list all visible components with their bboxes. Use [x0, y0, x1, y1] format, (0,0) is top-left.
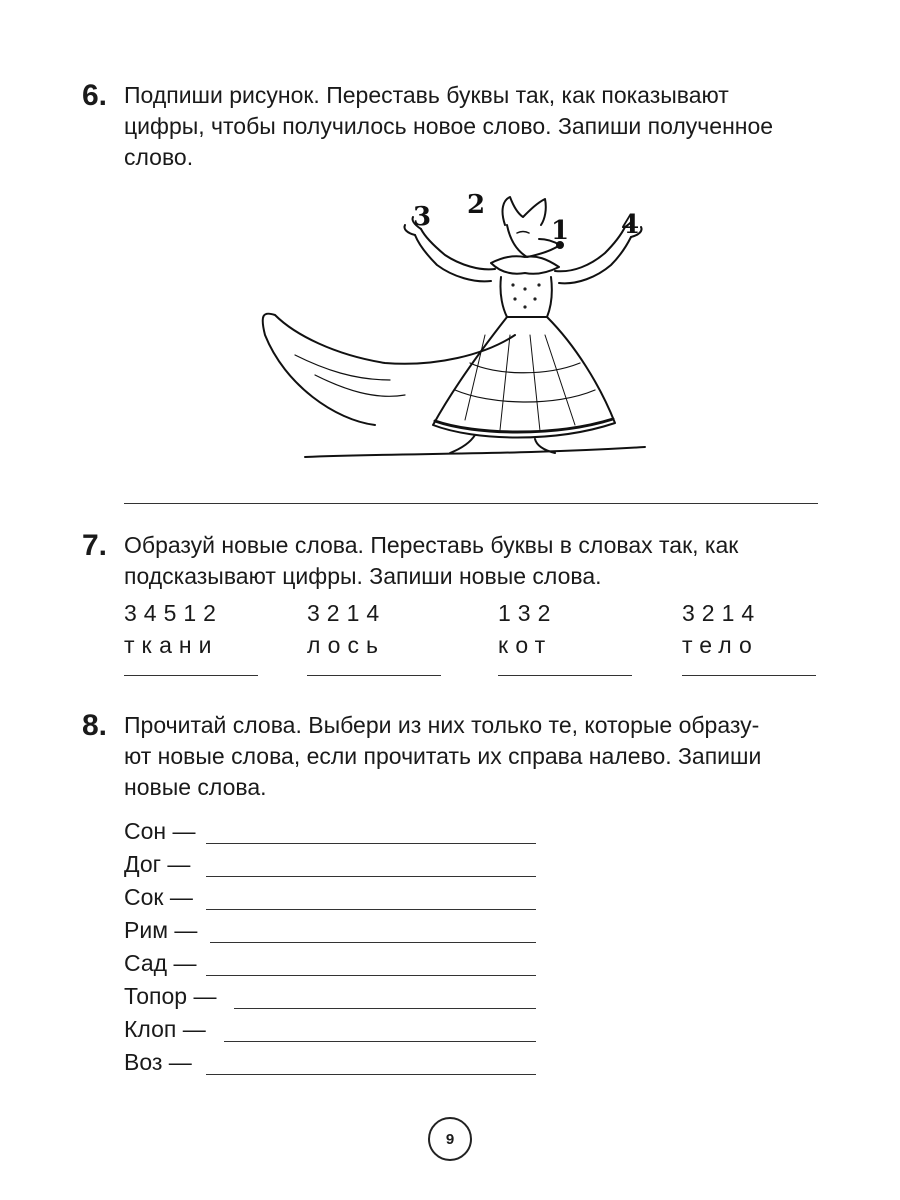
list-item	[124, 815, 216, 848]
answer-line[interactable]	[206, 876, 536, 877]
list-item	[124, 947, 216, 980]
item-digits: 132	[498, 600, 558, 626]
answer-line[interactable]	[206, 1074, 536, 1075]
list-item	[124, 848, 216, 881]
figure-digit: 3	[413, 202, 432, 232]
list-word: Рим —	[124, 917, 198, 943]
item-digits: 34512	[124, 600, 223, 626]
word-item	[124, 597, 264, 676]
word-item	[682, 597, 822, 676]
list-item	[124, 1013, 216, 1046]
list-word: Сок —	[124, 884, 193, 910]
task-text-line: новые слова.	[124, 774, 267, 800]
task-number: 8.	[82, 709, 108, 742]
answer-line[interactable]	[206, 975, 536, 976]
answer-line[interactable]	[206, 909, 536, 910]
list-word: Сад —	[124, 950, 197, 976]
task-number: 7.	[82, 529, 108, 562]
page-number: 9	[428, 1117, 472, 1161]
list-item	[124, 1046, 216, 1079]
figure-digit: 2	[467, 190, 486, 220]
item-word: лось	[307, 632, 385, 658]
list-word: Дог —	[124, 851, 191, 877]
task-text-line: слово.	[124, 144, 194, 170]
task-text-line: ют новые слова, если прочитать их справа налево. Запиши	[124, 743, 762, 769]
word-item	[498, 597, 638, 676]
task-text	[124, 710, 824, 803]
task-text	[124, 80, 824, 173]
item-word: ткани	[124, 632, 219, 658]
answer-line[interactable]	[307, 675, 441, 676]
word-item	[307, 597, 447, 676]
answer-line[interactable]	[206, 843, 536, 844]
list-item	[124, 881, 216, 914]
answer-line[interactable]	[498, 675, 632, 676]
task-number: 6.	[82, 79, 108, 112]
list-word: Воз —	[124, 1049, 192, 1075]
list-word: Клоп —	[124, 1016, 206, 1042]
answer-line[interactable]	[210, 942, 536, 943]
figure-digit: 1	[551, 216, 570, 246]
answer-line[interactable]	[234, 1008, 536, 1009]
answer-line[interactable]	[682, 675, 816, 676]
task-text-line: Прочитай слова. Выбери из них только те, которые образу-	[124, 712, 760, 738]
item-word: кот	[498, 632, 553, 658]
item-digits: 3214	[682, 600, 762, 626]
fox-illustration	[255, 185, 655, 470]
item-digits: 3214	[307, 600, 387, 626]
task-text-line: Подпиши рисунок. Переставь буквы так, как показывают	[124, 82, 729, 108]
list-word: Сон —	[124, 818, 196, 844]
item-word: тело	[682, 632, 759, 658]
answer-line[interactable]	[224, 1041, 536, 1042]
list-word: Топор —	[124, 983, 217, 1009]
task-text-line: цифры, чтобы получилось новое слово. Запиши полученное	[124, 113, 774, 139]
list-item	[124, 914, 216, 947]
word-list	[124, 815, 216, 1079]
answer-line[interactable]	[124, 675, 258, 676]
task-text	[124, 530, 824, 592]
task-text-line: Образуй новые слова. Переставь буквы в словах так, как	[124, 532, 739, 558]
answer-line[interactable]	[124, 503, 818, 504]
list-item	[124, 980, 216, 1013]
task-text-line: подсказывают цифры. Запиши новые слова.	[124, 563, 602, 589]
figure-digit: 4	[621, 210, 640, 240]
